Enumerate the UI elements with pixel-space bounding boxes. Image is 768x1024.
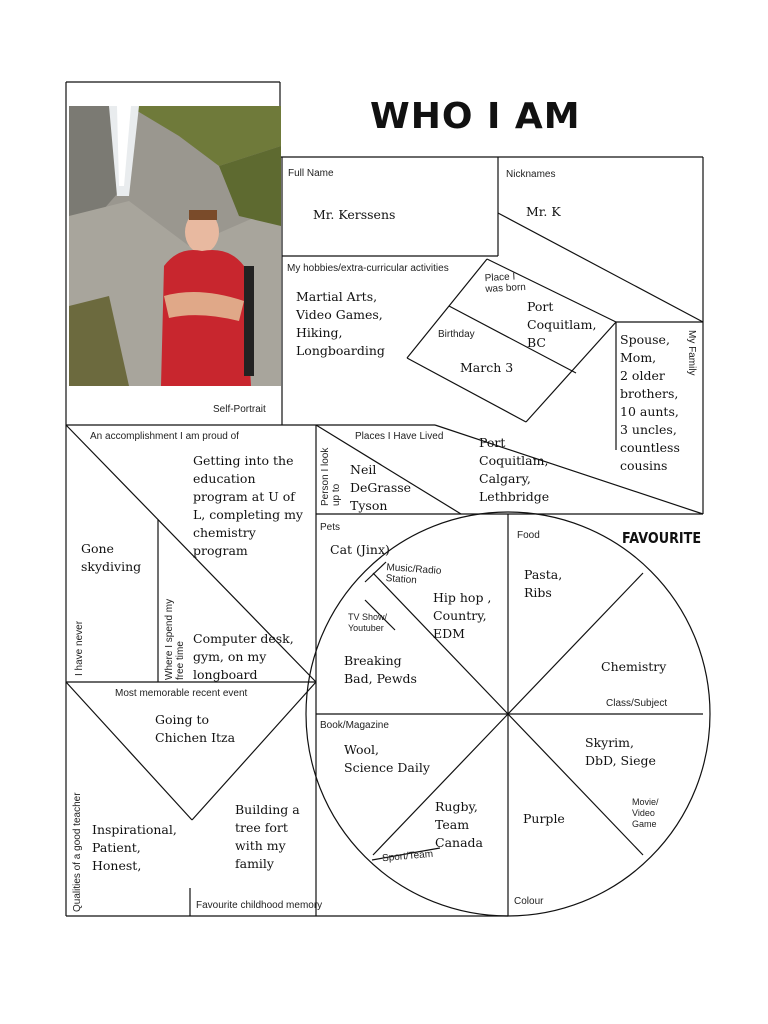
full-name-label: Full Name [288,168,334,179]
self-portrait-label: Self-Portrait [213,404,266,415]
childhood-memory-label: Favourite childhood memory [196,900,323,911]
look-up-to-value[interactable]: Neil DeGrasse Tyson [350,462,412,513]
colour-value[interactable]: Purple [523,811,565,826]
accomplishment-label: An accomplishment I am proud of [90,431,239,442]
book-value[interactable]: Wool, Science Daily [344,742,430,775]
place-born-label: Place I was born [484,271,527,296]
never-label: I have never [74,620,85,676]
memorable-event-label: Most memorable recent event [115,688,248,699]
class-subject-label: Class/Subject [606,698,668,709]
family-label: My Family [686,330,697,376]
good-teacher-label: Qualities of a good teacher [72,792,83,912]
places-lived-value[interactable]: Port Coquitlam, Calgary, Lethbridge [479,435,550,504]
look-up-to-label: Person I look up to [320,447,342,506]
food-label: Food [517,530,540,541]
movie-game-value[interactable]: Skyrim, DbD, Siege [585,735,656,768]
book-label: Book/Magazine [320,720,389,731]
birthday-label: Birthday [438,329,475,340]
self-portrait-photo [69,106,281,386]
class-subject-value[interactable]: Chemistry [601,659,667,674]
full-name-value[interactable]: Mr. Kerssens [313,207,396,222]
family-value[interactable]: Spouse, Mom, 2 older brothers, 10 aunts, 3 uncles, countless cousins [620,332,680,473]
free-time-label: Where I spend my free time [164,598,186,680]
free-time-value[interactable]: Computer desk, gym, on my longboard [193,631,294,682]
hobbies-label: My hobbies/extra-curricular activities [287,263,449,274]
food-value[interactable]: Pasta, Ribs [524,567,563,600]
never-value[interactable]: Gone skydiving [81,541,142,574]
birthday-value[interactable]: March 3 [460,360,514,375]
nicknames-value[interactable]: Mr. K [526,204,561,219]
good-teacher-value[interactable]: Inspirational, Patient, Honest, [92,822,177,873]
sport-value[interactable]: Rugby, Team Canada [435,799,483,850]
movie-game-label: Movie/ Video Game [632,797,659,829]
pets-value[interactable]: Cat (Jinx) [330,542,390,557]
hobbies-value[interactable]: Martial Arts, Video Games, Hiking, Longboarding [296,289,385,358]
colour-label: Colour [514,896,544,907]
music-label: Music/Radio Station [385,562,442,587]
sport-label: Sport/Team [381,848,434,865]
pets-label: Pets [320,522,341,533]
childhood-memory-value[interactable]: Building a tree fort with my family [235,802,300,871]
page-title: WHO I AM [370,96,581,137]
accomplishment-value[interactable]: Getting into the education program at U of L, completing my chemistry program [193,453,303,558]
memorable-event-value[interactable]: Going to Chichen Itza [155,712,236,745]
favourite-heading: FAVOURITE [622,529,702,547]
tv-show-value[interactable]: Breaking Bad, Pewds [344,653,417,686]
place-born-value[interactable]: Port Coquitlam, BC [527,299,597,350]
places-lived-label: Places I Have Lived [355,431,444,442]
tv-show-label: TV Show/ Youtuber [348,612,388,633]
music-value[interactable]: Hip hop , Country, EDM [433,590,492,641]
nicknames-label: Nicknames [506,169,556,180]
